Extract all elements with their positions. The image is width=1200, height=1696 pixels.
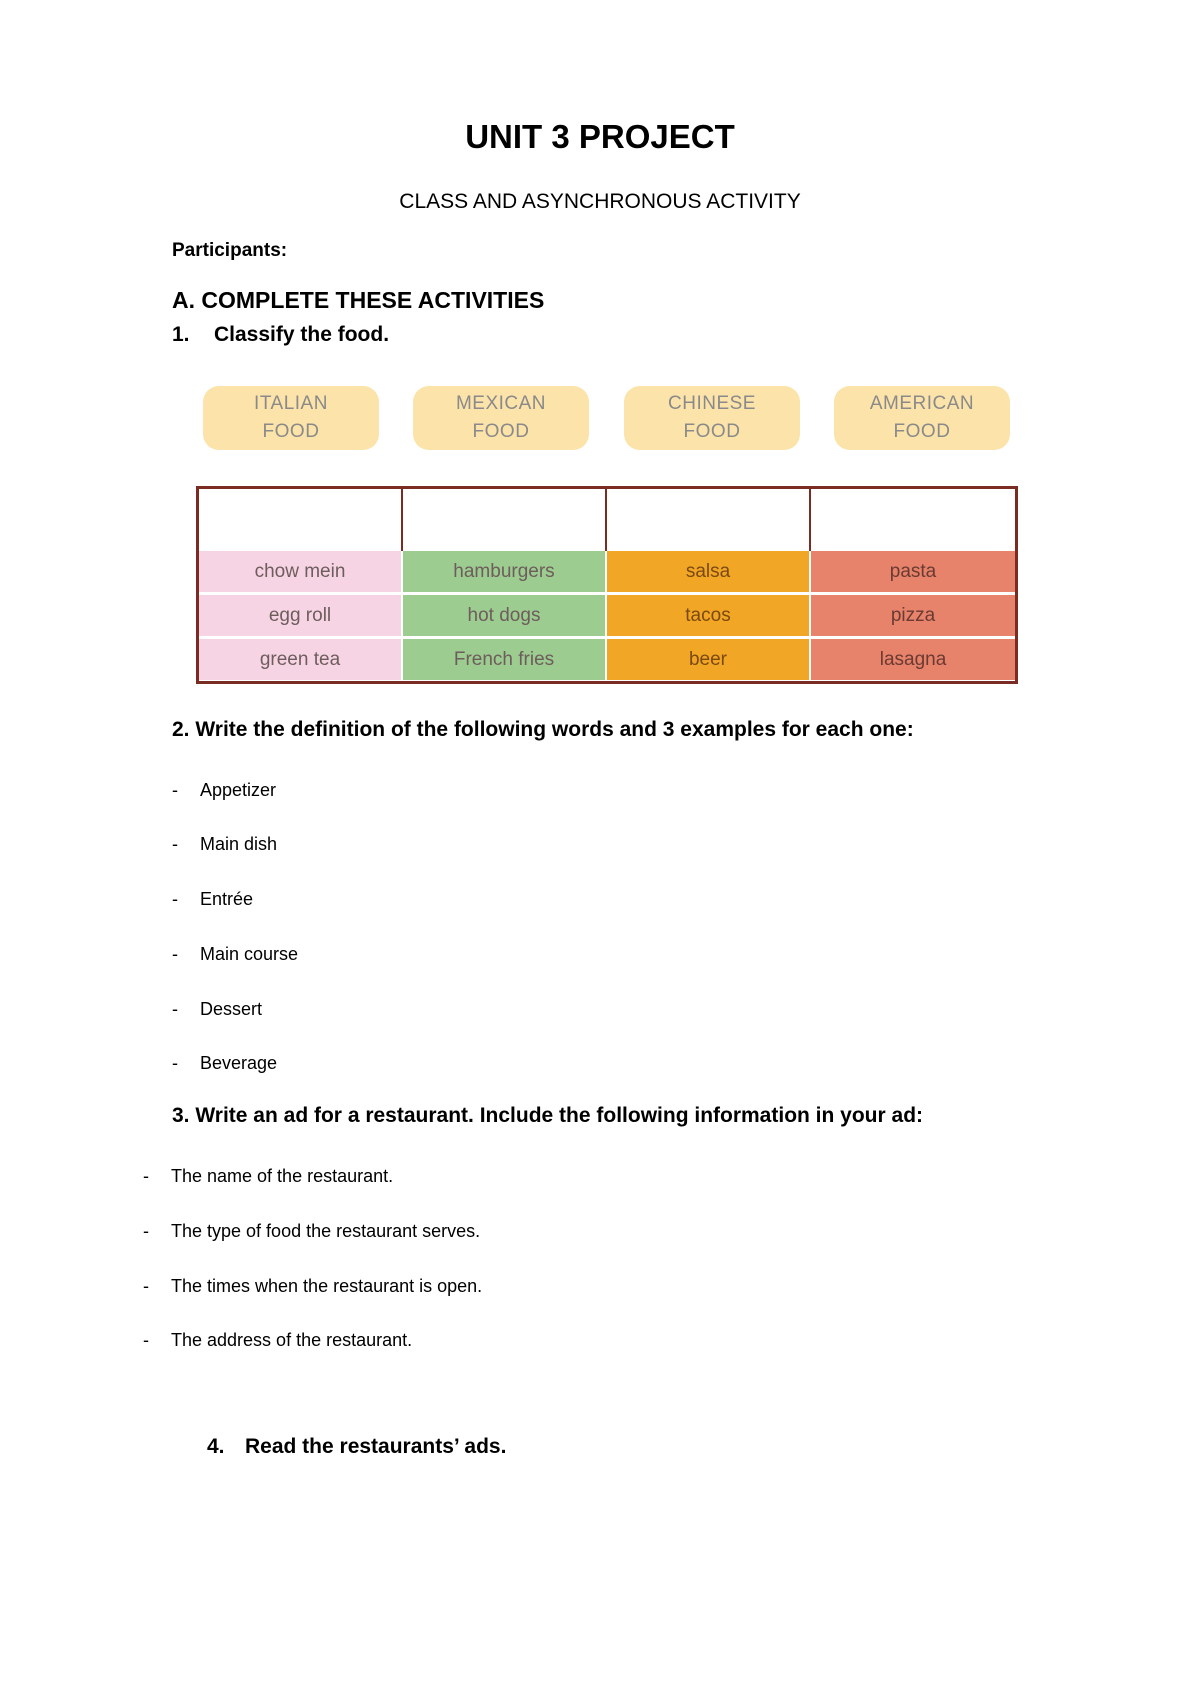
category-label-american: AMERICAN FOOD	[834, 386, 1010, 450]
header-cell-blank[interactable]	[403, 489, 607, 551]
list-item: - The address of the restaurant.	[143, 1330, 413, 1350]
question-4-text: Read the restaurants’ ads.	[245, 1435, 507, 1458]
category-label-chinese: CHINESE FOOD	[624, 386, 800, 450]
table-cell: tacos	[607, 595, 809, 636]
list-item: - The type of food the restaurant serves.	[143, 1221, 481, 1241]
list-item: - Appetizer	[172, 780, 277, 800]
page-subtitle: CLASS AND ASYNCHRONOUS ACTIVITY	[399, 190, 801, 213]
list-item: - The name of the restaurant.	[143, 1166, 394, 1186]
question-1	[172, 323, 389, 347]
question-2: 2. Write the definition of the following words and 3 examples for each one:	[172, 718, 914, 741]
table-cell: hamburgers	[403, 551, 605, 592]
table-cell: pasta	[811, 551, 1015, 592]
table-cell: chow mein	[199, 551, 401, 592]
food-classification-table	[196, 486, 1018, 684]
category-label-mexican: MEXICAN FOOD	[413, 386, 589, 450]
question-1-number: 1.	[172, 323, 190, 346]
question-1-text: Classify the food.	[214, 323, 390, 346]
table-cell: pizza	[811, 595, 1015, 636]
table-cell: salsa	[607, 551, 809, 592]
question-4-number: 4.	[207, 1435, 225, 1458]
header-cell-blank[interactable]	[199, 489, 403, 551]
table-cell: hot dogs	[403, 595, 605, 636]
table-cell: lasagna	[811, 639, 1015, 680]
list-item: - Beverage	[172, 1053, 278, 1073]
header-cell-blank[interactable]	[811, 489, 1015, 551]
table-cell: green tea	[199, 639, 401, 680]
table-cell: egg roll	[199, 595, 401, 636]
participants-label: Participants:	[172, 240, 288, 261]
question-4	[207, 1435, 506, 1459]
list-item: - Main dish	[172, 834, 278, 854]
list-item: - Entrée	[172, 889, 254, 909]
category-label-italian: ITALIAN FOOD	[203, 386, 379, 450]
list-item: - Dessert	[172, 999, 263, 1019]
list-item: - The times when the restaurant is open.	[143, 1276, 483, 1296]
table-header-row	[199, 489, 1015, 551]
table-cell: beer	[607, 639, 809, 680]
section-a-heading: A. COMPLETE THESE ACTIVITIES	[172, 287, 545, 313]
list-item: - Main course	[172, 944, 299, 964]
question-3: 3. Write an ad for a restaurant. Include the following information in your ad:	[172, 1104, 924, 1127]
page-title: UNIT 3 PROJECT	[465, 118, 735, 155]
header-cell-blank[interactable]	[607, 489, 811, 551]
table-cell: French fries	[403, 639, 605, 680]
